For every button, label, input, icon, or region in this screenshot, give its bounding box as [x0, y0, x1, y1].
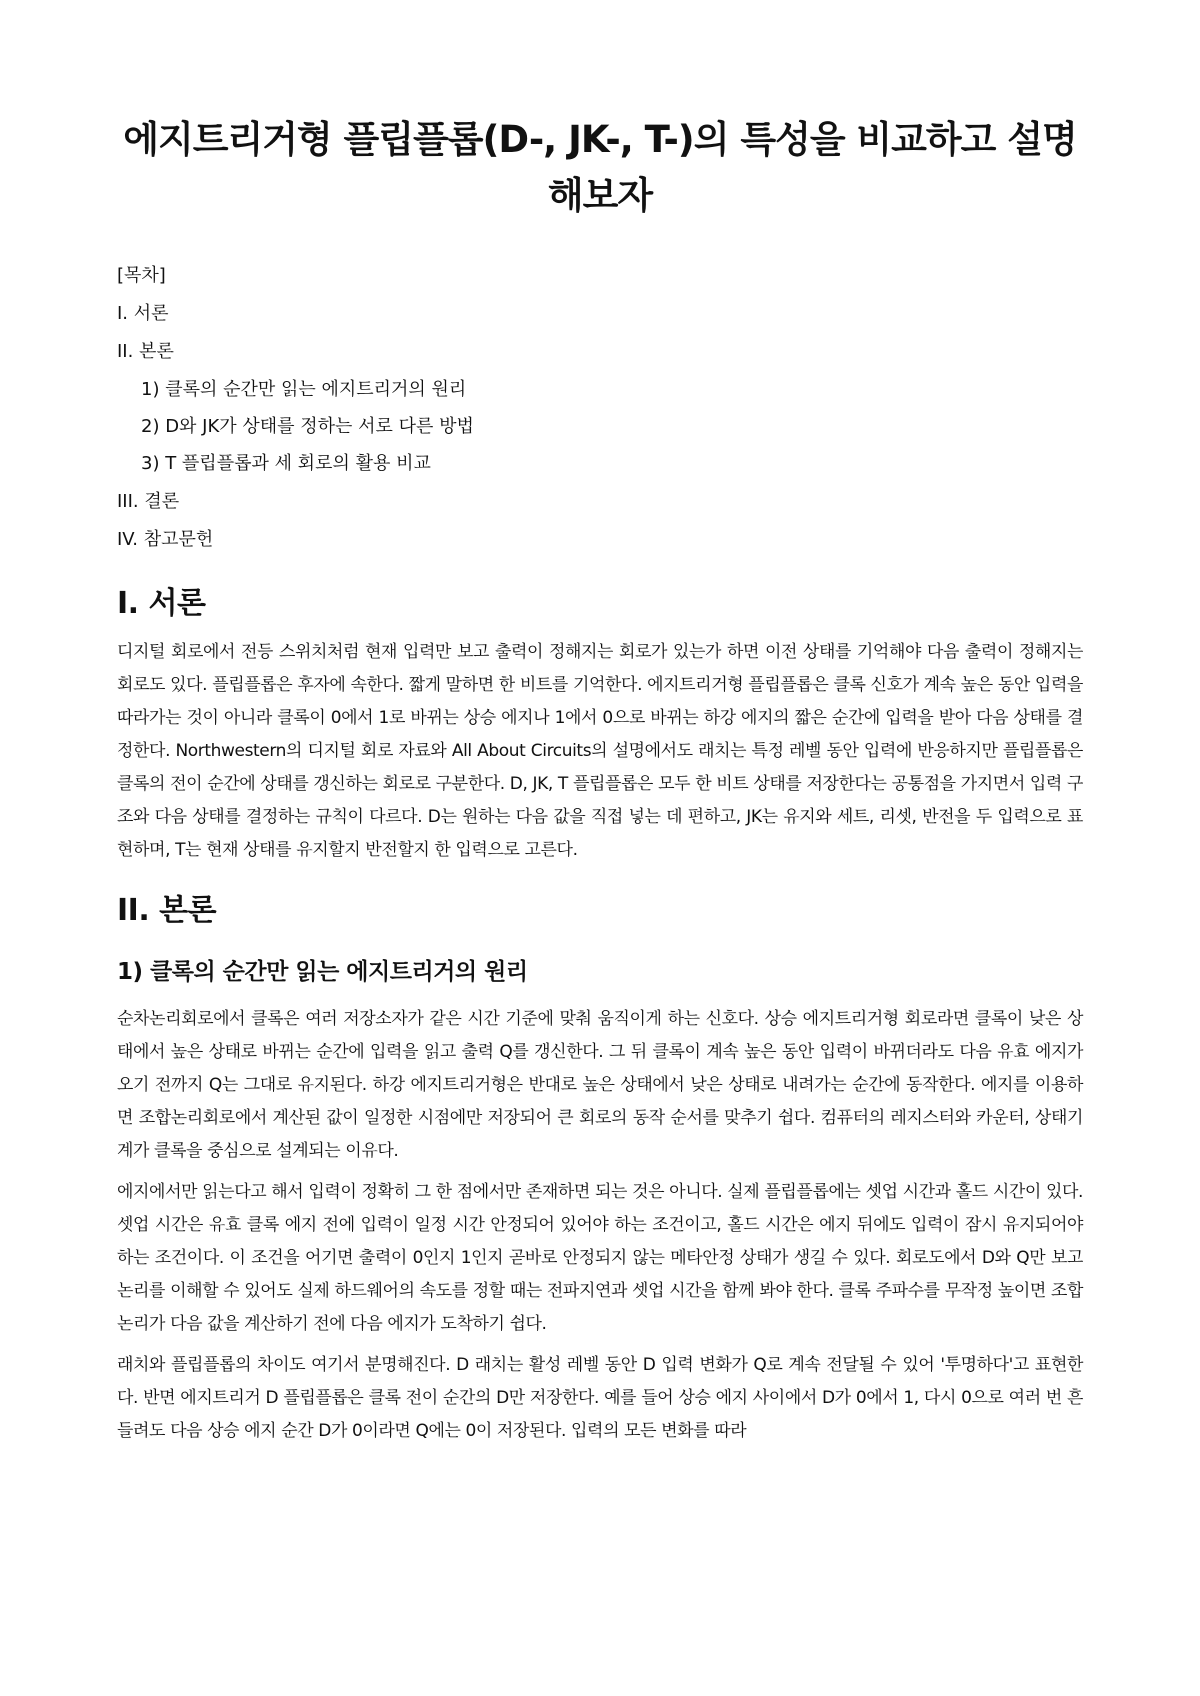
toc-subitem: 1) 클록의 순간만 읽는 에지트리거의 원리	[141, 379, 467, 400]
toc-heading: [목차]	[117, 265, 166, 286]
toc-subitem: 3) T 플립플롭과 세 회로의 활용 비교	[141, 453, 431, 474]
toc-subitem: 2) D와 JK가 상태를 정하는 서로 다른 방법	[141, 416, 474, 437]
toc-item: II. 본론	[117, 341, 174, 362]
body-paragraph: 래치와 플립플롭의 차이도 여기서 분명해진다. D 래치는 활성 레벨 동안 D 입력 변화가 Q로 계속 전달될 수 있어 '투명하다'고 표현한다. 반면 에지트리거 D 플립플롭은 클록 전이 순간의 D만 저장한다. 예를 들어 상승 에지 사이에서 D가 0에서 1, 다시 0으로 여러 번 흔들려도 다음 상승 에지 순간 D가 0이라면 Q에는 0이 저장된다. 입력의 모든 변화를 따라	[117, 1355, 1084, 1441]
toc-item: III. 결론	[117, 491, 180, 512]
intro-paragraph: 디지털 회로에서 전등 스위치처럼 현재 입력만 보고 출력이 정해지는 회로가 있는가 하면 이전 상태를 기억해야 다음 출력이 정해지는 회로도 있다. 플립플롭은 후자에 속한다. 짧게 말하면 한 비트를 기억한다. 에지트리거형 플립플롭은 클록 신호가 계속 높은 동안 입력을 따라가는 것이 아니라 클록이 0에서 1로 바뀌는 상승 에지나 1에서 0으로 바뀌는 하강 에지의 짧은 순간에 입력을 받아 다음 상태를 결정한다. Northwestern의 디지털 회로 자료와 All About Circuits의 설명에서도 래치는 특정 레벨 동안 입력에 반응하지만 플립플롭은 클록의 전이 순간에 상태를 갱신하는 회로로 구분한다. D, JK, T 플립플롭은 모두 한 비트 상태를 저장한다는 공통점을 가지면서 입력 구조와 다음 상태를 결정하는 규칙이 다르다. D는 원하는 다음 값을 직접 넣는 데 편하고, JK는 유지와 세트, 리셋, 반전을 두 입력으로 표현하며, T는 현재 상태를 유지할지 반전할지 한 입력으로 고른다.	[117, 642, 1083, 860]
body-paragraph: 순차논리회로에서 클록은 여러 저장소자가 같은 시간 기준에 맞춰 움직이게 하는 신호다. 상승 에지트리거형 회로라면 클록이 낮은 상태에서 높은 상태로 바뀌는 순간에 입력을 읽고 출력 Q를 갱신한다. 그 뒤 클록이 계속 높은 동안 입력이 바뀌더라도 다음 유효 에지가 오기 전까지 Q는 그대로 유지된다. 하강 에지트리거형은 반대로 높은 상태에서 낮은 상태로 내려가는 순간에 동작한다. 에지를 이용하면 조합논리회로에서 계산된 값이 일정한 시점에만 저장되어 큰 회로의 동작 순서를 맞추기 쉽다. 컴퓨터의 레지스터와 카운터, 상태기계가 클록을 중심으로 설계되는 이유다.	[117, 1009, 1083, 1161]
body-paragraph: 에지에서만 읽는다고 해서 입력이 정확히 그 한 점에서만 존재하면 되는 것은 아니다. 실제 플립플롭에는 셋업 시간과 홀드 시간이 있다. 셋업 시간은 유효 클록 에지 전에 입력이 일정 시간 안정되어 있어야 하는 조건이고, 홀드 시간은 에지 뒤에도 입력이 잠시 유지되어야 하는 조건이다. 이 조건을 어기면 출력이 0인지 1인지 곧바로 안정되지 않는 메타안정 상태가 생길 수 있다. 회로도에서 D와 Q만 보고 논리를 이해할 수 있어도 실제 하드웨어의 속도를 정할 때는 전파지연과 셋업 시간을 함께 봐야 한다. 클록 주파수를 무작정 높이면 조합논리가 다음 값을 계산하기 전에 다음 에지가 도착하기 쉽다.	[117, 1182, 1083, 1334]
document-title: 에지트리거형 플립플롭(D-, JK-, T-)의 특성을 비교하고 설명해보자	[123, 118, 1077, 217]
toc-item: I. 서론	[117, 303, 169, 324]
section-heading-intro: I. 서론	[117, 586, 206, 621]
section-heading-body: II. 본론	[117, 893, 217, 928]
toc-item: IV. 참고문헌	[117, 529, 214, 550]
subsection-heading-1: 1) 클록의 순간만 읽는 에지트리거의 원리	[117, 959, 528, 985]
table-of-contents	[117, 264, 1083, 552]
